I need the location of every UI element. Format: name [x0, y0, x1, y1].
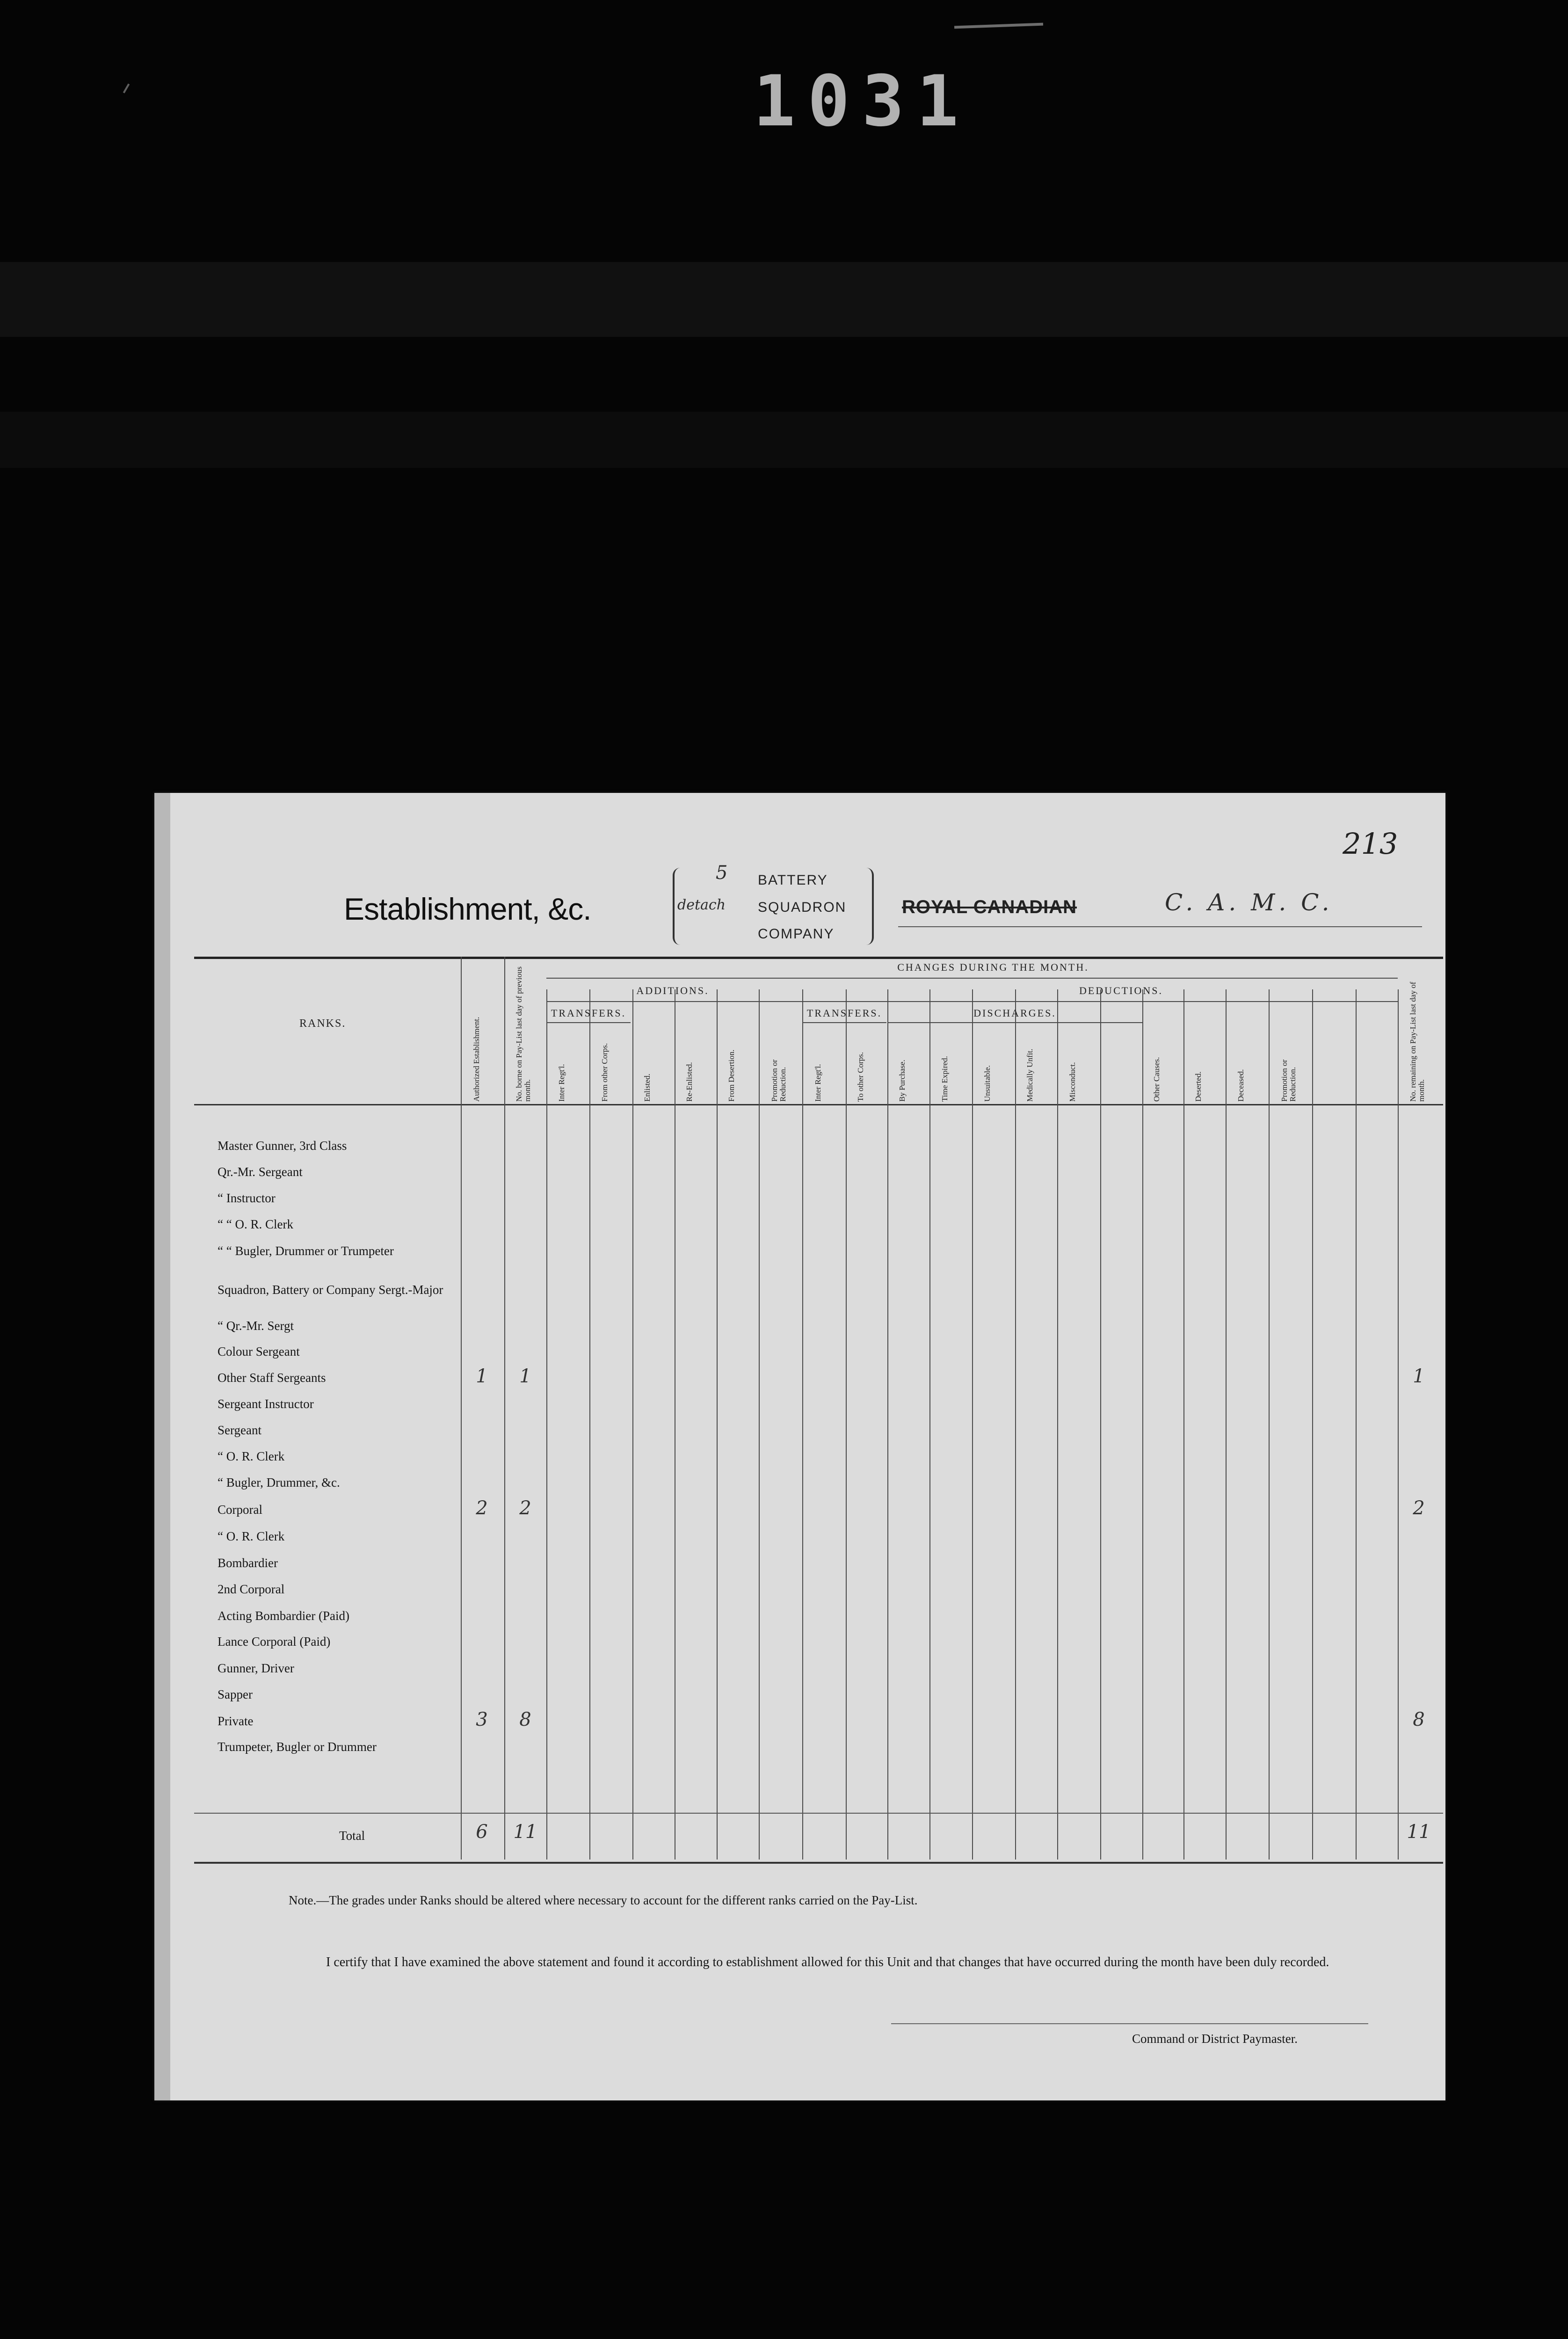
- column-header: [1366, 1027, 1387, 1102]
- film-mark: [123, 83, 130, 93]
- column-divider: [589, 989, 590, 1860]
- rank-label: “ Bugler, Drummer, &c.: [218, 1475, 340, 1489]
- total-count-prev: 11: [513, 1821, 537, 1843]
- rank-label: “ “ O. R. Clerk: [218, 1217, 293, 1231]
- rank-count-auth: 1: [476, 1366, 488, 1387]
- header-group-rule: [802, 1022, 886, 1023]
- rank-label: Acting Bombardier (Paid): [218, 1609, 349, 1623]
- column-divider: [1057, 989, 1058, 1860]
- total-separator: [194, 1813, 1443, 1814]
- header-group-rule: [546, 1001, 1398, 1002]
- column-header: From Desertion.: [727, 1049, 736, 1102]
- film-band: [0, 412, 1568, 468]
- column-header: Unsuitable.: [983, 1065, 992, 1102]
- column-divider: [1183, 989, 1184, 1860]
- column-header: Other Causes.: [1152, 1057, 1161, 1102]
- sheet-edge: [154, 793, 170, 2100]
- rank-label: Sergeant: [218, 1423, 261, 1437]
- total-rule: [194, 1862, 1443, 1864]
- rank-label: Trumpeter, Bugler or Drummer: [218, 1740, 377, 1754]
- rank-count-prev: 2: [519, 1497, 531, 1519]
- header-group-rule: [887, 1022, 1142, 1023]
- additions-transfers-header: TRANSFERS.: [551, 1007, 626, 1019]
- column-header: No. remaining on Pay-List last day of month.: [1408, 981, 1426, 1102]
- column-header: Inter Regt'l.: [557, 1064, 566, 1102]
- unit-type-squadron: SQUADRON: [758, 900, 847, 915]
- column-header: No. borne on Pay-List last day of previous month.: [515, 966, 532, 1102]
- column-divider: [717, 989, 718, 1860]
- deductions-transfers-header: TRANSFERS.: [806, 1007, 882, 1019]
- form-title: Establishment, &c.: [344, 892, 591, 926]
- rank-label: Corporal: [218, 1503, 262, 1517]
- column-header: To other Corps.: [856, 1052, 865, 1102]
- rank-label: Private: [218, 1714, 254, 1728]
- note-text: Note.—The grades under Ranks should be altered where necessary to account for the different ranks carried on the Pay-List.: [289, 1893, 918, 1907]
- rank-count-prev: 1: [519, 1366, 531, 1387]
- total-count-auth: 6: [476, 1821, 488, 1843]
- column-header: Misconduct.: [1068, 1062, 1077, 1102]
- header-group-rule: [546, 978, 1398, 979]
- rank-label: Gunner, Driver: [218, 1661, 294, 1675]
- ranks-header: RANKS.: [299, 1017, 346, 1030]
- column-header: Medically Unfit.: [1025, 1048, 1034, 1102]
- rank-label: Sergeant Instructor: [218, 1397, 314, 1411]
- rank-label: Colour Sergeant: [218, 1344, 300, 1358]
- rank-label: “ Instructor: [218, 1191, 276, 1205]
- unit-prefix-struck: ROYAL CANADIAN: [902, 897, 1077, 917]
- rank-label: Lance Corporal (Paid): [218, 1634, 331, 1649]
- column-divider: [1226, 989, 1227, 1860]
- frame-number: 1031: [753, 61, 971, 142]
- rank-label: Qr.-Mr. Sergeant: [218, 1165, 303, 1179]
- rank-label: “ O. R. Clerk: [218, 1529, 285, 1543]
- header-bottom-rule: [194, 1104, 1443, 1105]
- unit-name-rule: [898, 926, 1422, 927]
- column-divider: [972, 989, 973, 1860]
- column-header: Promotion or Reduction.: [769, 1059, 787, 1102]
- column-header: Authorized Establishment.: [472, 1017, 481, 1102]
- unit-number-handwritten: 5: [716, 862, 728, 884]
- column-divider: [929, 989, 930, 1860]
- unit-name-handwritten: C. A. M. C.: [1165, 889, 1333, 916]
- folio-number: 213: [1343, 827, 1398, 861]
- column-divider: [546, 989, 547, 1860]
- rank-label: 2nd Corporal: [218, 1582, 285, 1596]
- rank-label: Squadron, Battery or Company Sergt.-Major: [218, 1283, 443, 1297]
- changes-header: CHANGES DURING THE MONTH.: [897, 961, 1089, 973]
- rank-label: Other Staff Sergeants: [218, 1371, 326, 1385]
- film-scratch-mark: [954, 23, 1043, 29]
- column-header: [1111, 1027, 1132, 1102]
- column-divider: [759, 989, 760, 1860]
- column-divider: [846, 989, 847, 1860]
- rank-label: Master Gunner, 3rd Class: [218, 1139, 347, 1153]
- column-divider: [1312, 989, 1313, 1860]
- column-header: Inter Regt'l.: [813, 1064, 822, 1102]
- rank-label: Bombardier: [218, 1556, 278, 1570]
- signature-caption: Command or District Paymaster.: [1132, 2032, 1298, 2046]
- unit-type-battery: BATTERY: [758, 872, 828, 888]
- additions-header: ADDITIONS.: [636, 985, 709, 996]
- rank-count-auth: 3: [476, 1709, 488, 1730]
- column-header: By Purchase.: [898, 1060, 907, 1102]
- unit-type-company: COMPANY: [758, 926, 835, 942]
- column-divider: [632, 989, 633, 1860]
- column-divider: [1100, 989, 1101, 1860]
- column-header: [1324, 1027, 1344, 1102]
- discharges-header: DISCHARGES.: [973, 1007, 1056, 1019]
- column-divider: [802, 989, 803, 1860]
- film-band: [0, 262, 1568, 337]
- column-header: From other Corps.: [600, 1043, 609, 1102]
- rank-label: “ Qr.-Mr. Sergt: [218, 1319, 294, 1333]
- column-divider: [887, 989, 888, 1860]
- column-divider: [1015, 989, 1016, 1860]
- certification-text: I certify that I have examined the above statement and found it according to establishment allowed for this Unit and that changes that have occurred during the month have been duly recorded.: [326, 1955, 1329, 1969]
- column-header: Enlisted.: [643, 1074, 652, 1102]
- column-header: Time Expired.: [940, 1056, 949, 1102]
- rank-count-prev: 8: [519, 1709, 531, 1730]
- column-divider: [1269, 989, 1270, 1860]
- column-header: Re-Enlisted.: [685, 1062, 694, 1102]
- unit-type-handwritten: detach: [677, 897, 726, 913]
- rank-count-remaining: 8: [1413, 1709, 1425, 1730]
- table-top-rule: [194, 957, 1443, 959]
- rank-count-remaining: 1: [1413, 1366, 1425, 1387]
- total-count-remaining: 11: [1407, 1821, 1431, 1843]
- header-group-rule: [546, 1022, 631, 1023]
- rank-count-auth: 2: [476, 1497, 488, 1519]
- rank-count-remaining: 2: [1413, 1497, 1425, 1519]
- rank-label: “ “ Bugler, Drummer or Trumpeter: [218, 1244, 394, 1258]
- total-label: Total: [339, 1829, 365, 1843]
- column-header: Deceased.: [1236, 1069, 1245, 1102]
- column-divider: [1356, 989, 1357, 1860]
- column-divider: [1142, 989, 1143, 1860]
- column-header: Promotion or Reduction.: [1279, 1059, 1297, 1102]
- rank-label: Sapper: [218, 1687, 253, 1701]
- rank-label: “ O. R. Clerk: [218, 1449, 285, 1463]
- deductions-header: DEDUCTIONS.: [1079, 985, 1163, 996]
- signature-line: [891, 2023, 1368, 2024]
- establishment-form-sheet: [154, 793, 1445, 2100]
- column-header: Deserted.: [1194, 1071, 1203, 1102]
